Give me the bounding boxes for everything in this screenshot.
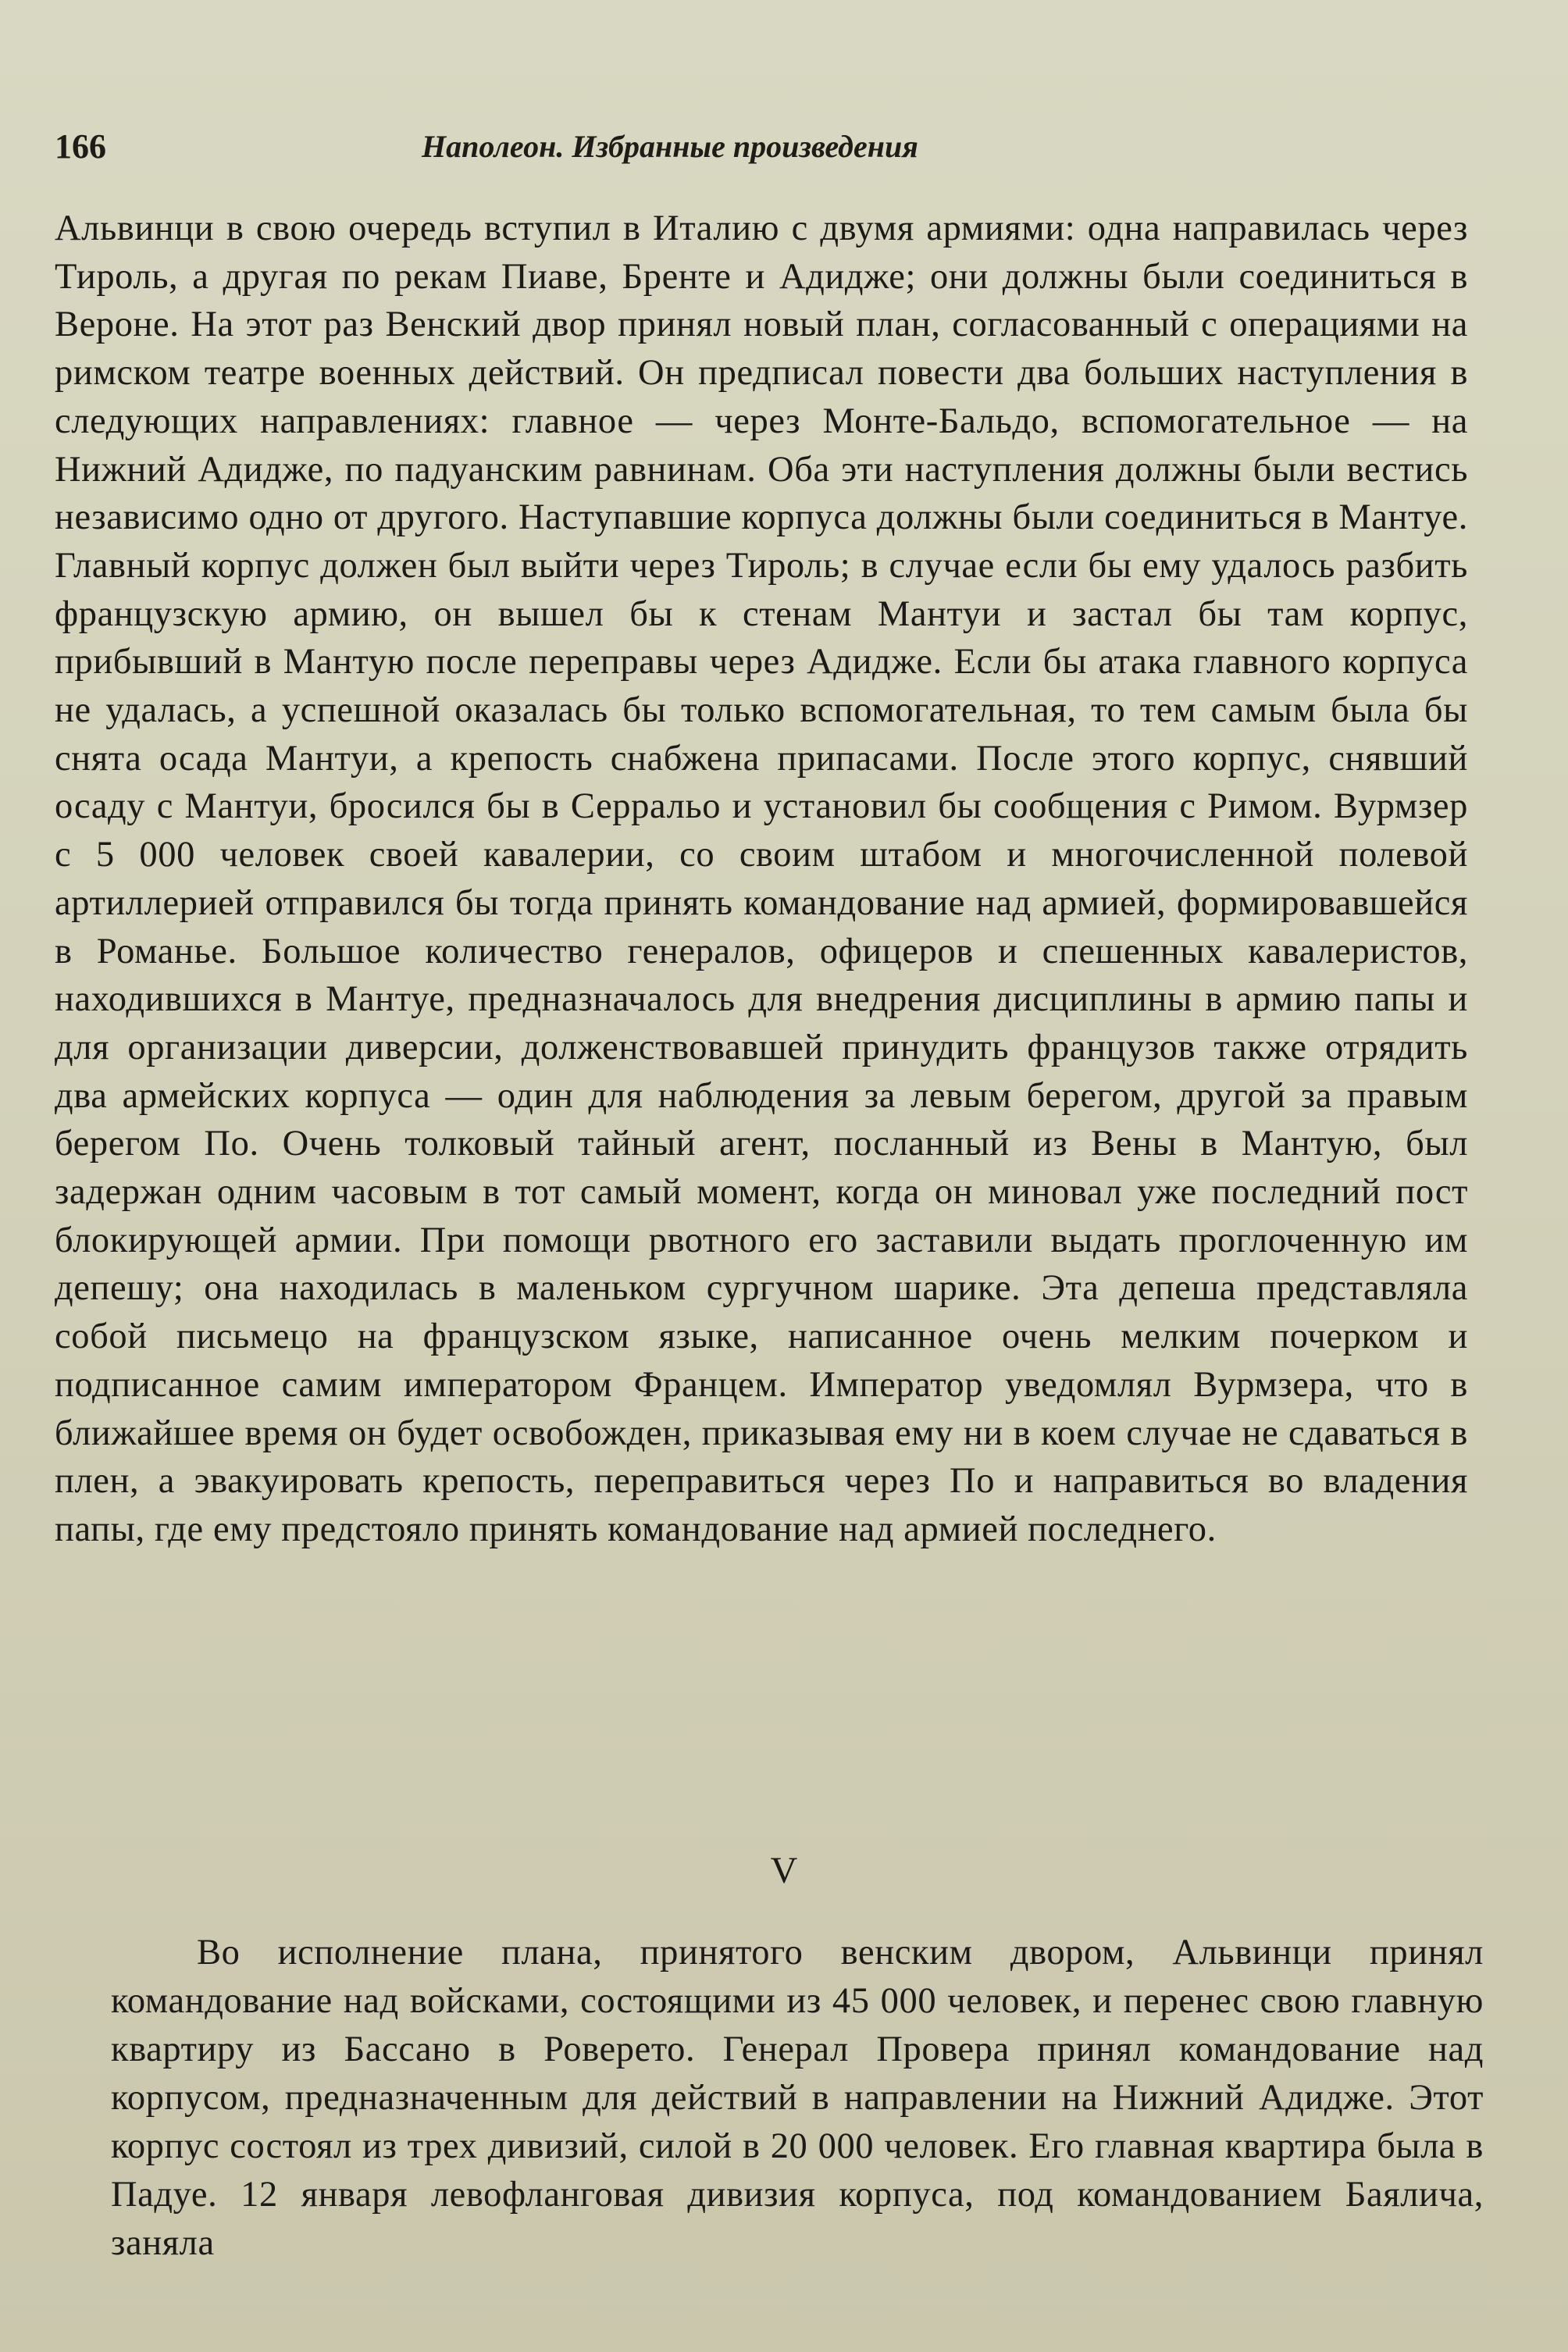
body-text-section-v xyxy=(111,1929,1484,2268)
page-header xyxy=(55,127,1460,173)
body-text xyxy=(55,205,1468,1554)
page-number: 166 xyxy=(55,127,106,166)
paragraph: Во исполнение плана, принятого венским двором, Альвинци принял командование над войсками, состоящими из 45 000 человек, и перенес свою главную квартиру из Бассано в Роверето. Генерал Провера принял командование над корпусом, предназначенным для действий в направлении на Нижний Адидже. Этот корпус состоял из трех дивизий, силой в 20 000 человек. Его главная квартира была в Падуе. 12 января левофланговая дивизия корпуса, под командованием Баялича, заняла xyxy=(111,1933,1484,2263)
paragraph: Альвинци в свою очередь вступил в Италию с двумя армиями: одна направилась через Тироль, а другая по рекам Пиаве, Бренте и Адидже; они должны были соединиться в Вероне. На этот раз Венский двор принял новый план, согласованный с операциями на римском театре военных действий. Он предписал повести два больших наступления в следующих направлениях: главное — через Монте-Бальдо, вспомогательное — на Нижний Адидже, по падуанским равнинам. Оба эти наступления должны были вестись независимо одно от другого. Наступавшие корпуса должны были соединиться в Мантуе. Главный корпус должен был выйти через Тироль; в случае если бы ему удалось разбить французскую армию, он вышел бы к стенам Мантуи и застал бы там корпус, прибывший в Мантую после переправы через Адидже. Если бы атака главного корпуса не удалась, а успешной оказалась бы только вспомогательная, то тем самым была бы снята осада Мантуи, а крепость снабжена припасами. После этого корпус, снявший осаду с Мантуи, бросился бы в Серральо и установил бы сообщения с Римом. Вурмзер с 5 000 человек своей кавалерии, со своим штабом и многочисленной полевой артиллерией отправился бы тогда принять командование над армией, формировавшейся в Романье. Большое количество генералов, офицеров и спешенных кавалеристов, находившихся в Мантуе, предназначалось для внедрения дисциплины в армию папы и для организации диверсии, долженствовавшей принудить французов также отрядить два армейских корпуса — один для наблюдения за левым берегом, другой за правым берегом По. Очень толковый тайный агент, посланный из Вены в Мантую, был задержан одним часовым в тот самый момент, когда он миновал уже последний пост блокирующей армии. При помощи рвотного его заставили выдать проглоченную им депешу; она находилась в маленьком сургучном шарике. Эта депеша представляла собой письмецо на французском языке, написанное очень мелким почерком и подписанное самим императором Францем. Император уведомлял Вурмзера, что в ближайшее время он будет освобожден, приказывая ему ни в коем случае не сдаваться в плен, а эвакуировать крепость, переправиться через По и направиться во владения папы, где ему предстояло принять командование над армией последнего. xyxy=(55,208,1468,1549)
section-heading: V xyxy=(770,1850,798,1891)
running-title: Наполеон. Избранные произведения xyxy=(422,129,918,164)
